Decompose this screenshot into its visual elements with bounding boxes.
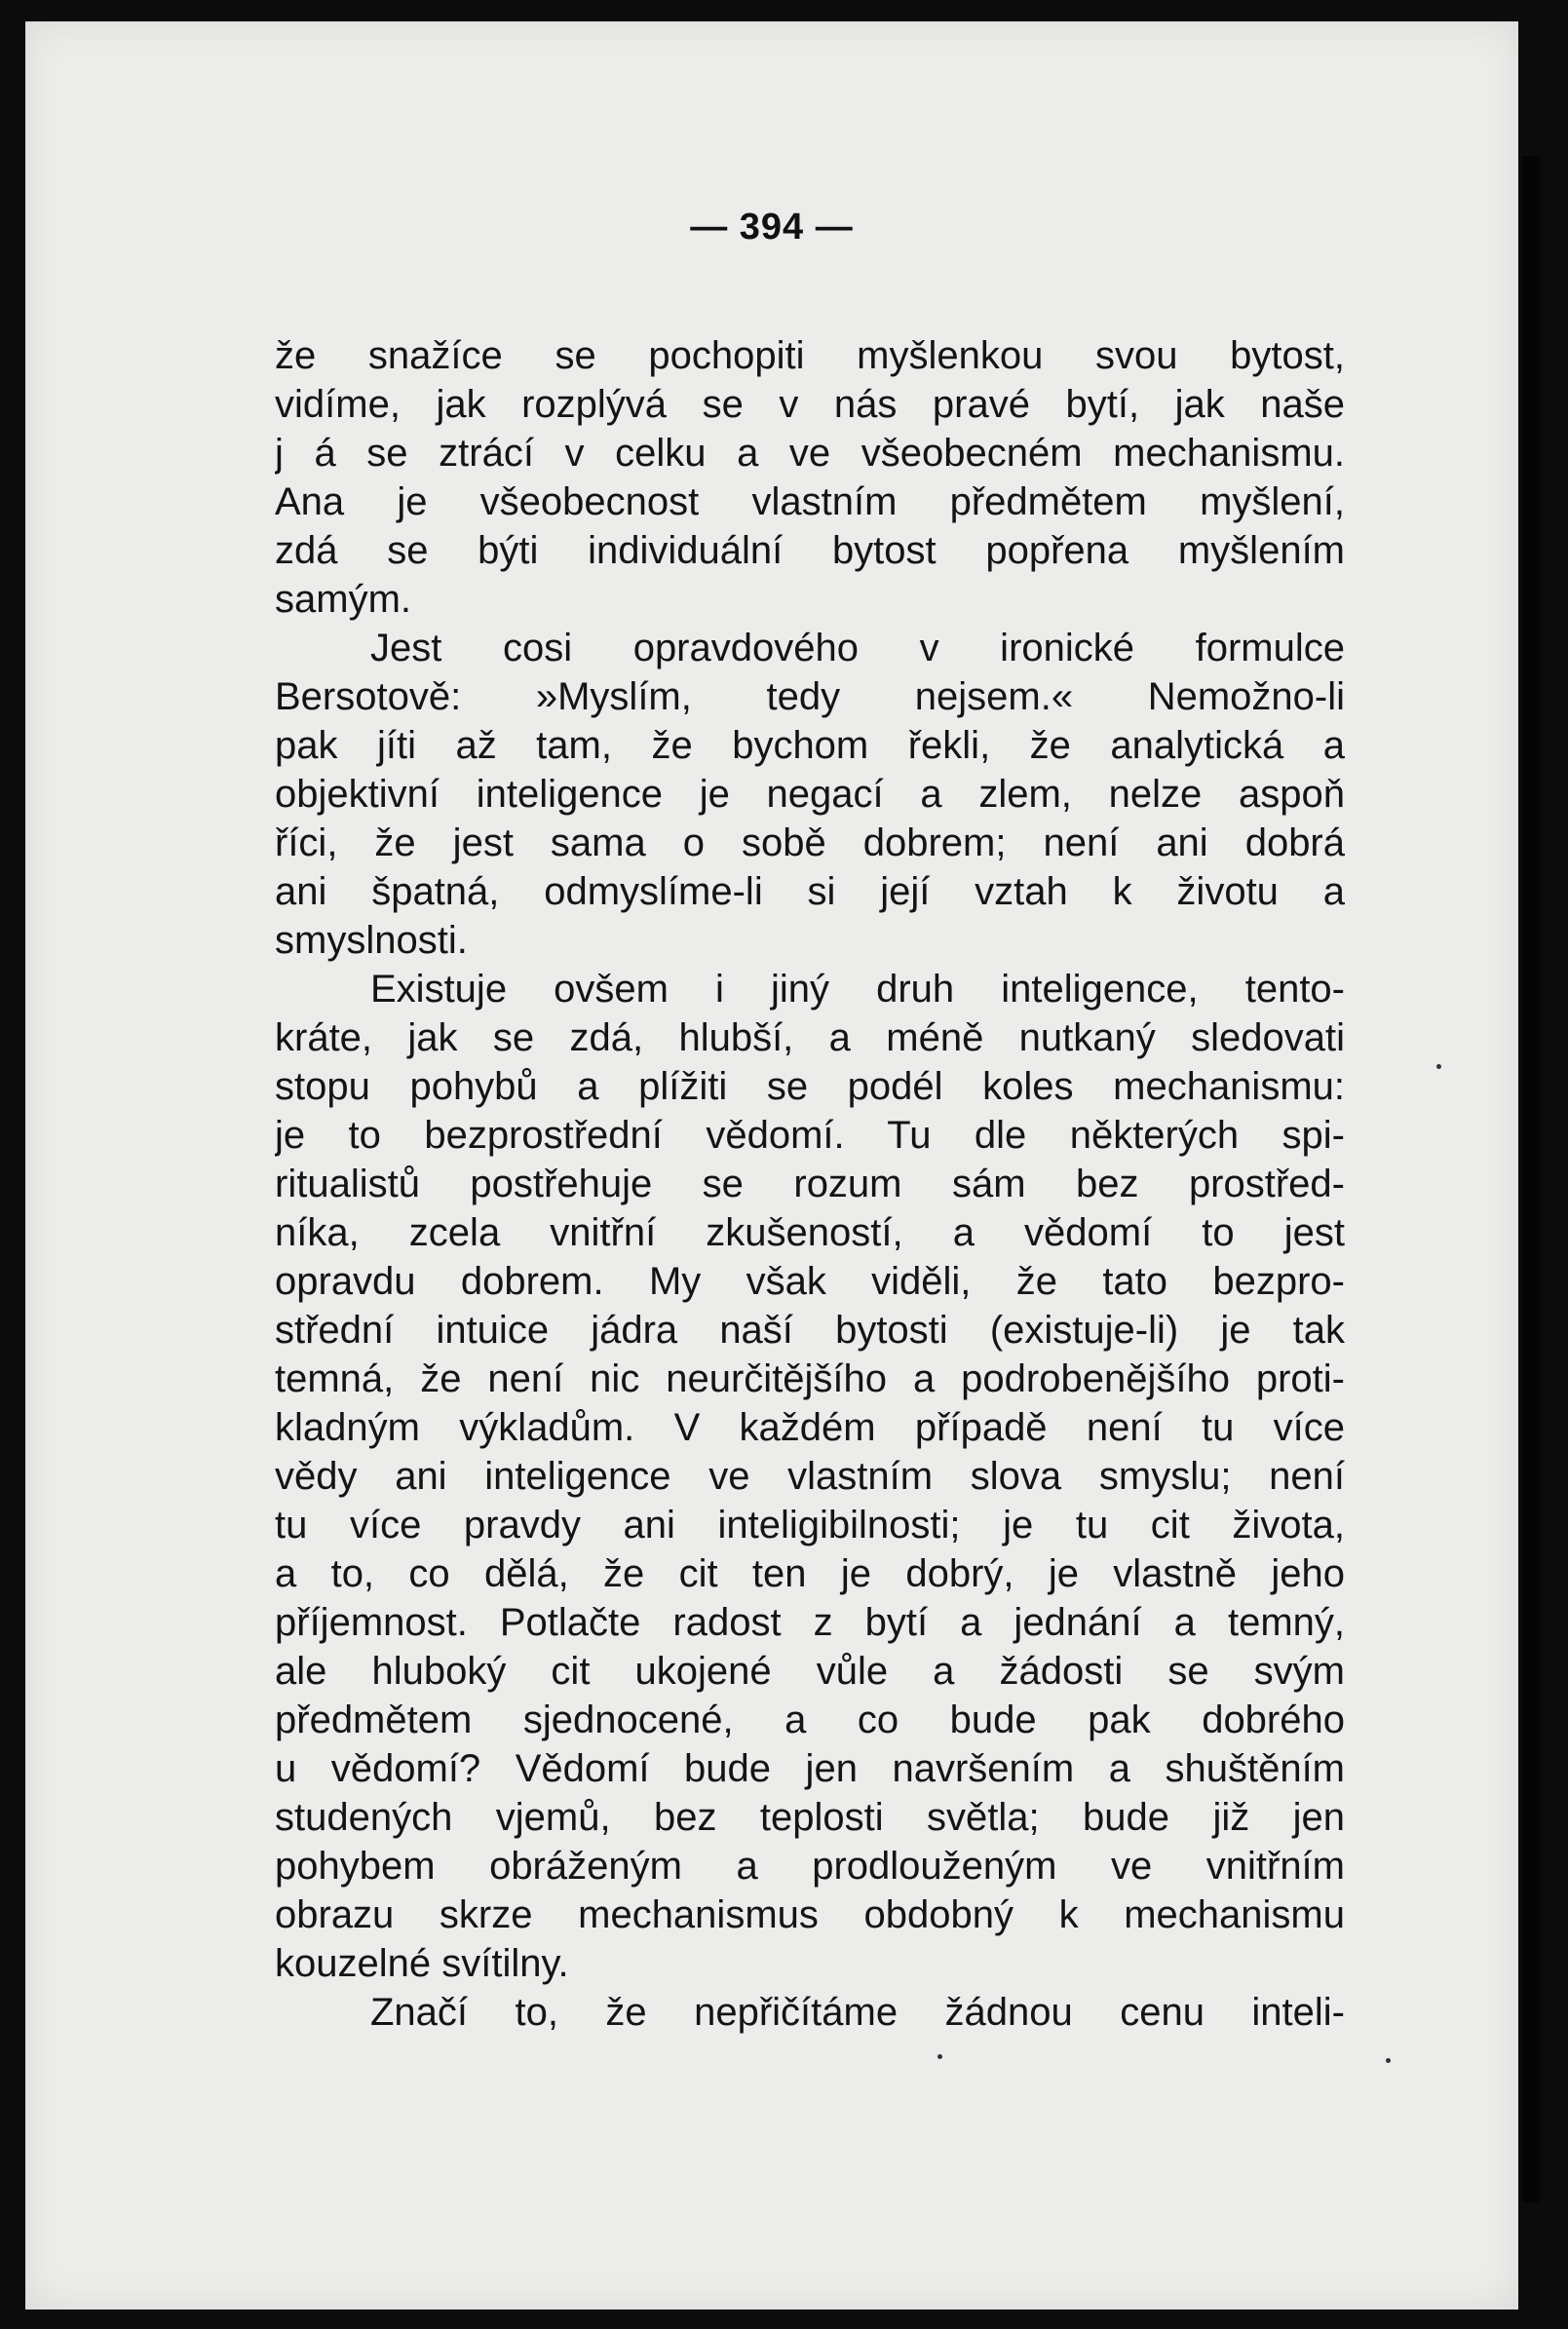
speck-mark (1436, 1064, 1441, 1069)
text-line: Bersotově: »Myslím, tedy nejsem.« Nemožno-li (275, 675, 1345, 718)
text-line: objektivní inteligence je negací a zlem, nelze aspoň (275, 773, 1345, 816)
text-line: vědy ani inteligence ve vlastním slova smyslu; není (275, 1455, 1345, 1498)
text-line: pohybem obráženým a prodlouženým ve vnitřním (275, 1845, 1345, 1888)
text-line: stopu pohybů a plížiti se podél koles mechanismu: (275, 1065, 1345, 1108)
text-line: tu více pravdy ani inteligibilnosti; je tu cit života, (275, 1504, 1345, 1546)
page-edge-shadow (1522, 156, 1540, 2202)
text-line: je to bezprostřední vědomí. Tu dle některých spi- (275, 1114, 1345, 1157)
paragraph-start-line: Značí to, že nepřičítáme žádnou cenu inteli- (370, 1991, 1345, 2034)
text-line: ani špatná, odmyslíme-li si její vztah k životu a (275, 870, 1345, 913)
text-line: samým. (275, 578, 411, 621)
text-line: předmětem sjednocené, a co bude pak dobrého (275, 1699, 1345, 1741)
text-line: zdá se býti individuální bytost popřena myšlením (275, 529, 1345, 572)
text-line: kráte, jak se zdá, hlubší, a méně nutkaný sledovati (275, 1016, 1345, 1059)
body-text (275, 331, 1345, 2037)
text-line: studených vjemů, bez teplosti světla; bude již jen (275, 1796, 1345, 1839)
text-line: střední intuice jádra naší bytosti (existuje-li) je tak (275, 1309, 1345, 1352)
page-number: — 394 — (690, 207, 854, 248)
text-line: že snažíce se pochopiti myšlenkou svou bytost, (275, 334, 1345, 377)
paragraph-start-line: Jest cosi opravdového v ironické formulce (370, 627, 1345, 669)
speck-mark (937, 2054, 942, 2059)
text-line: ritualistů postřehuje se rozum sám bez prostřed- (275, 1163, 1345, 1205)
text-line: u vědomí? Vědomí bude jen navršením a shuštěním (275, 1747, 1345, 1790)
text-line: říci, že jest sama o sobě dobrem; není ani dobrá (275, 821, 1345, 864)
text-line: níka, zcela vnitřní zkušeností, a vědomí to jest (275, 1211, 1345, 1254)
book-page (25, 21, 1518, 2310)
text-line: temná, že není nic neurčitějšího a podrobenějšího proti- (275, 1357, 1345, 1400)
text-line: vidíme, jak rozplývá se v nás pravé bytí, jak naše (275, 383, 1345, 426)
text-line: pak jíti až tam, že bychom řekli, že analytická a (275, 724, 1345, 767)
text-line: opravdu dobrem. My však viděli, že tato bezpro- (275, 1260, 1345, 1303)
text-line: a to, co dělá, že cit ten je dobrý, je vlastně jeho (275, 1552, 1345, 1595)
text-line: smyslnosti. (275, 919, 468, 962)
speck-mark (1386, 2058, 1391, 2063)
paragraph-start-line: Existuje ovšem i jiný druh inteligence, tento- (370, 968, 1345, 1011)
text-line: kladným výkladům. V každém případě není tu více (275, 1406, 1345, 1449)
text-line: kouzelné svítilny. (275, 1942, 569, 1985)
text-line: ale hluboký cit ukojené vůle a žádosti se svým (275, 1650, 1345, 1693)
text-line: obrazu skrze mechanismus obdobný k mechanismu (275, 1893, 1345, 1936)
text-line: Ana je všeobecnost vlastním předmětem myšlení, (275, 480, 1345, 523)
text-line: příjemnost. Potlačte radost z bytí a jednání a temný, (275, 1601, 1345, 1644)
text-line: j á se ztrácí v celku a ve všeobecném mechanismu. (275, 432, 1345, 475)
